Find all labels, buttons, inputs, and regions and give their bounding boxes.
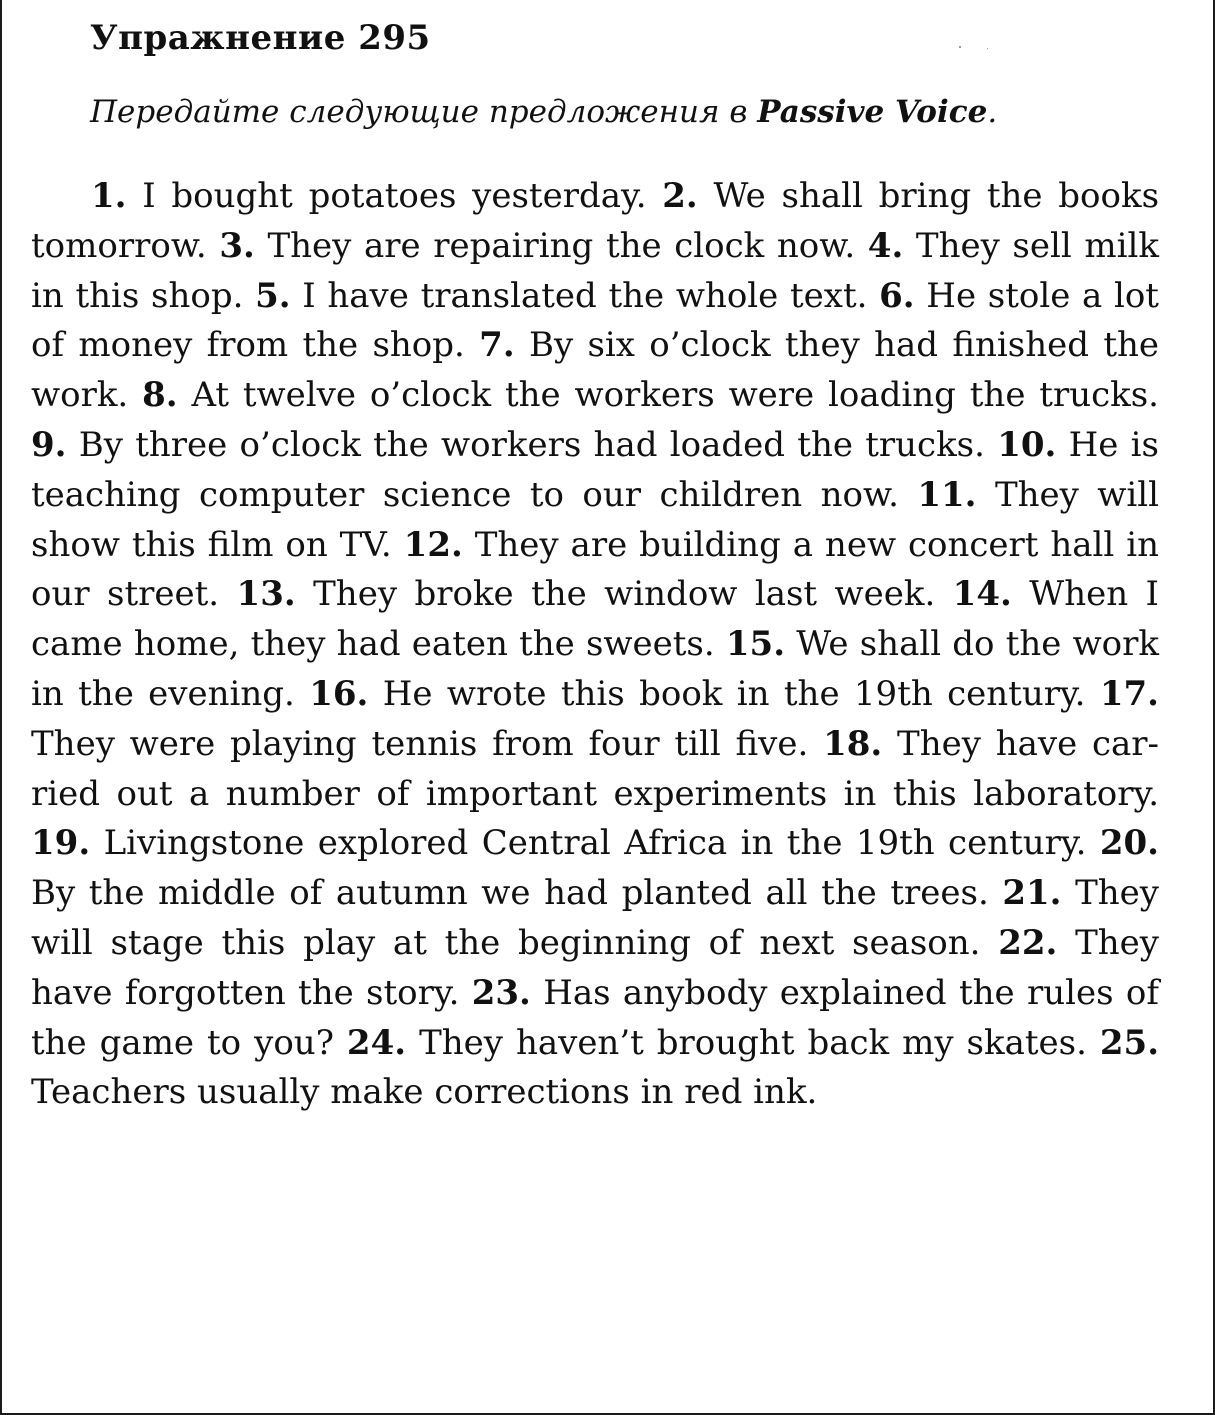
sentence-text: By six o’clock they had finished the work. xyxy=(31,325,1159,416)
sentence-number: 16. xyxy=(309,673,369,714)
sentence-text: I bought potatoes yesterday. xyxy=(142,176,647,216)
sentence-text: He stole a lot of money from the shop. xyxy=(31,275,1159,366)
instruction-end: . xyxy=(987,94,998,130)
sentence-number: 25. xyxy=(1099,1022,1160,1063)
sentence-number: 1. xyxy=(91,176,127,216)
sentence-number: 3. xyxy=(219,225,255,266)
sentence-text: Has anybody explained the rules of the game to you? xyxy=(31,972,1159,1063)
sentence-text: They were playing tennis from four till five. xyxy=(31,723,809,764)
sentence-number: 6. xyxy=(879,275,915,316)
sentence-text: He wrote this book in the 19th century. xyxy=(382,673,1086,714)
instruction-emphasis: Passive Voice xyxy=(757,94,988,130)
sentence-text: I have translated the whole text. xyxy=(302,275,868,316)
sentence-item xyxy=(255,276,867,316)
sentence-number: 7. xyxy=(479,325,515,366)
sentence-text: They haven’t brought back my skates. xyxy=(419,1022,1087,1063)
sentence-text: They will show this film on TV. xyxy=(31,474,1160,565)
sentence-text: Teachers usually make corrections in red ink. xyxy=(31,1072,818,1113)
instruction-text: Передайте следующие предложения в xyxy=(90,94,758,130)
sentence-text: Livingstone explored Central Africa in the 19th century. xyxy=(103,823,1087,864)
sentence-item xyxy=(31,823,1086,863)
sentence-text: By three o’clock the workers had loaded the trucks. xyxy=(78,424,985,465)
sentence-number: 22. xyxy=(998,922,1058,963)
sentence-text: We shall do the work in the evening. xyxy=(31,624,1160,714)
sentence-text: They will stage this play at the beginning of next season. xyxy=(31,873,1159,963)
sentence-text: They broke the window last week. xyxy=(313,574,936,615)
sentence-text: They are repairing the clock now. xyxy=(267,225,856,266)
sentence-text: By the middle of autumn we had planted all the trees. xyxy=(31,873,989,914)
sentence-number: 20. xyxy=(1099,823,1159,864)
sentence-number: 10. xyxy=(997,424,1057,465)
sentence-item xyxy=(219,226,855,266)
sentence-text: They are building a new concert hall in our street. xyxy=(31,524,1159,615)
exercise-instruction xyxy=(90,94,997,130)
sentence-item xyxy=(347,1023,1087,1063)
scan-speck xyxy=(987,48,988,49)
exercise-title: Упражнение 295 xyxy=(90,18,431,58)
sentence-number: 2. xyxy=(662,176,698,216)
sentence-number: 12. xyxy=(403,524,463,565)
sentence-item xyxy=(91,176,647,216)
sentence-number: 8. xyxy=(142,375,178,416)
exercise-body xyxy=(31,172,1159,1118)
sentence-text: They have forgotten the story. xyxy=(31,922,1160,1013)
sentence-number: 19. xyxy=(31,823,91,864)
sentence-item xyxy=(31,425,985,465)
sentence-text: We shall bring the books tomorrow. xyxy=(31,176,1160,266)
sentence-number: 17. xyxy=(1099,673,1159,714)
sentence-number: 14. xyxy=(952,574,1012,615)
scan-speck xyxy=(959,46,961,48)
sentence-number: 23. xyxy=(471,972,531,1013)
sentence-item xyxy=(309,674,1085,714)
sentence-number: 24. xyxy=(346,1022,407,1063)
sentence-number: 5. xyxy=(255,275,291,316)
sentence-number: 13. xyxy=(236,574,296,615)
sentence-number: 9. xyxy=(31,424,67,465)
sentence-text: They sell milk in this shop. xyxy=(31,225,1159,316)
sentence-text: He is teaching computer science to our children now. xyxy=(31,424,1159,515)
sentence-text: At twelve o’clock the workers were loading the trucks. xyxy=(191,375,1159,416)
sentence-number: 18. xyxy=(823,723,883,764)
sentence-item xyxy=(142,375,1159,415)
sentence-number: 11. xyxy=(917,474,977,515)
sentence-number: 15. xyxy=(725,624,786,665)
sentence-text: When I came home, they had eaten the sweets. xyxy=(31,574,1159,665)
sentence-number: 4. xyxy=(867,225,904,266)
sentence-text: They have carried out a number of important experiments in this laboratory. xyxy=(31,723,1160,814)
sentence-item xyxy=(237,574,936,614)
sentence-number: 21. xyxy=(1002,873,1062,914)
